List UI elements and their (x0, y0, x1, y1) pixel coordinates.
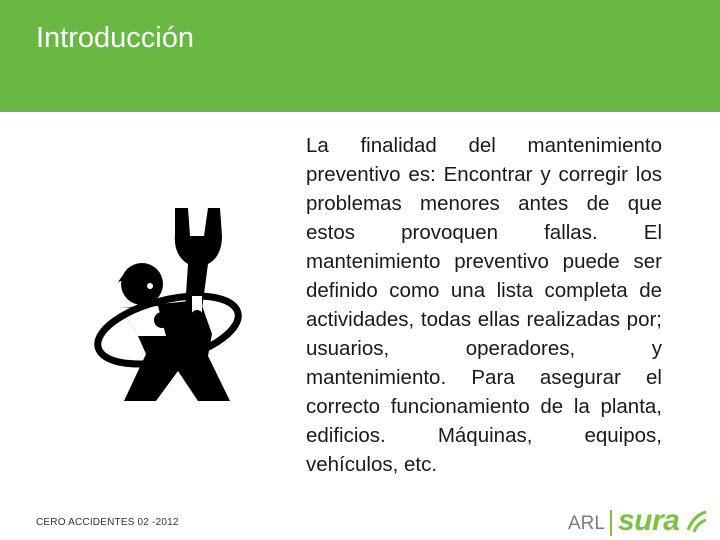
sura-mark-icon (684, 508, 708, 536)
arl-sura-logo (568, 504, 708, 538)
slide-title: Introducción (36, 22, 194, 54)
logo-brand-text: sura (618, 504, 680, 537)
logo-divider (610, 510, 612, 536)
title-bar (0, 0, 720, 112)
mechanic-with-wrench-icon (80, 196, 290, 416)
body-paragraph: La finalidad del mantenimiento preventivo es: Encontrar y corregir los problemas menores antes de que estos provoquen fallas. El mantenimiento preventivo puede ser definido como una lista completa de actividades, todas ellas realizadas por; usuarios, operadores, y mantenimiento. Para asegurar el correcto funcionamiento de la planta, edificios. Máquinas, equipos, vehículos, etc. (306, 134, 662, 476)
logo-arl-text: ARL (568, 513, 605, 534)
footer-text: CERO ACCIDENTES 02 -2012 (36, 517, 179, 528)
